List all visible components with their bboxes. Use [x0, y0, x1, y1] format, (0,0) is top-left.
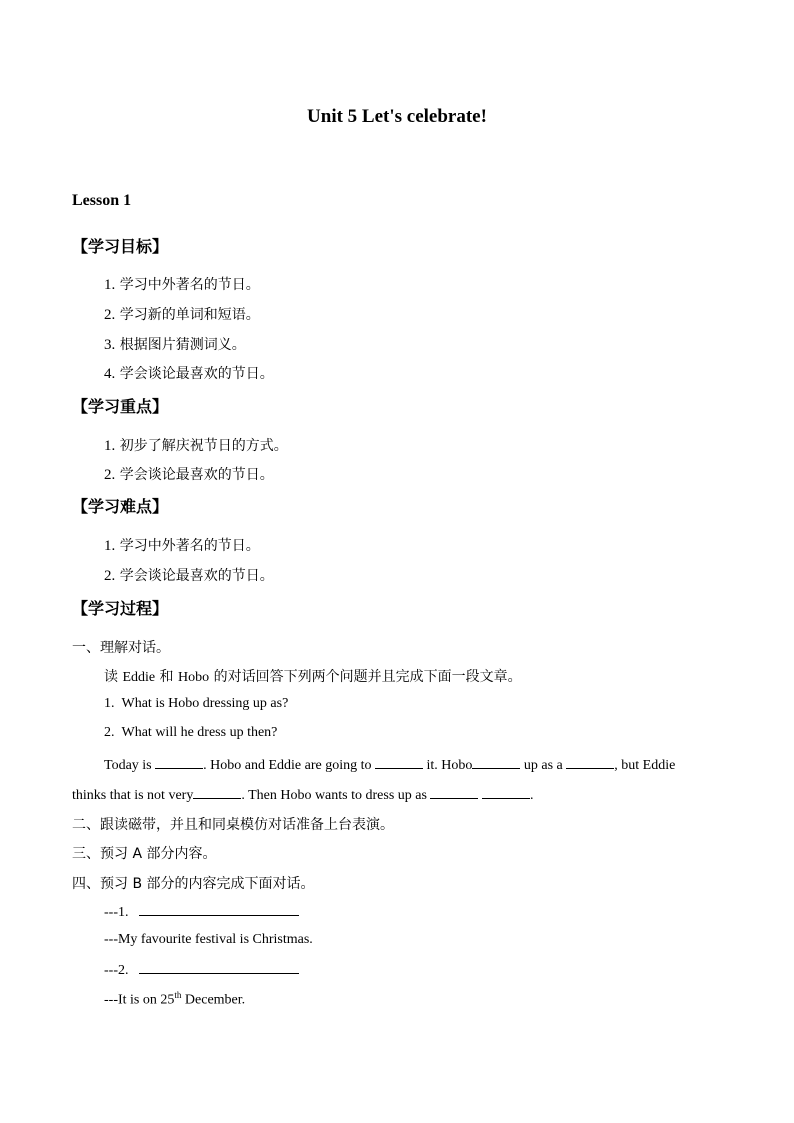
dialogue-question [104, 961, 299, 979]
goals-heading: 【学习目标】 [72, 237, 169, 256]
goal-num: 4. [104, 366, 116, 382]
goal-num: 1. [104, 277, 116, 293]
question-text: What is Hobo dressing up as? [121, 696, 289, 711]
goal-text: 根据图片猜测词义。 [119, 337, 246, 353]
dialogue-q2-label: ---2. [104, 963, 129, 978]
goal-item [104, 334, 246, 354]
difficulty-num: 2. [104, 568, 116, 584]
key-point-item [104, 464, 274, 484]
instruction-prefix: 读 [104, 669, 123, 685]
question-item [104, 696, 288, 712]
step-two: 二、跟读磁带，并且和同桌模仿对话准备上台表演。 [72, 817, 394, 833]
goal-item [104, 304, 260, 324]
difficulty-text: 学习中外著名的节日。 [119, 538, 260, 554]
dialogue-answer [104, 990, 245, 1009]
para-text: it. Hobo [426, 758, 473, 773]
para-text: . [529, 788, 534, 803]
key-point-num: 2. [104, 467, 116, 483]
step-one: 一、理解对话。 [72, 640, 170, 656]
fill-paragraph-line2 [72, 786, 533, 804]
answer-blank[interactable] [193, 786, 241, 799]
para-text: , but Eddie [614, 758, 676, 773]
instruction-suffix: 的对话回答下列两个问题并且完成下面一段文章。 [209, 669, 522, 685]
instruction-name-eddie: Eddie [122, 670, 156, 685]
step-four: 四、预习 B 部分的内容完成下面对话。 [72, 876, 315, 892]
dialogue-a2-pre: ---It is on 25 [104, 992, 175, 1008]
difficulty-item [104, 565, 274, 585]
key-point-num: 1. [104, 438, 116, 454]
key-point-text: 学会谈论最喜欢的节日。 [119, 467, 274, 483]
instruction-line [104, 666, 522, 686]
para-text: thinks that is not very [72, 788, 194, 803]
dialogue-question [104, 903, 299, 921]
goal-item [104, 363, 274, 383]
answer-blank[interactable] [482, 786, 530, 799]
question-num: 1. [104, 696, 115, 711]
key-point-item [104, 435, 288, 455]
difficulties-heading: 【学习难点】 [72, 497, 169, 516]
goal-num: 2. [104, 307, 116, 323]
dialogue-q1-label: ---1. [104, 905, 129, 920]
answer-blank[interactable] [155, 756, 203, 769]
step-three: 三、预习 A 部分内容。 [72, 846, 217, 862]
difficulty-item [104, 535, 260, 555]
goal-item [104, 274, 260, 294]
question-text: What will he dress up then? [121, 725, 278, 740]
difficulty-num: 1. [104, 538, 116, 554]
goal-num: 3. [104, 337, 116, 353]
page-title: Unit 5 Let's celebrate! [307, 106, 487, 127]
key-point-text: 初步了解庆祝节日的方式。 [119, 438, 288, 454]
fill-paragraph-line1 [104, 756, 720, 774]
dialogue-a2-post: December. [181, 992, 246, 1008]
para-text: Today is [104, 758, 152, 773]
para-text: up as a [523, 758, 563, 773]
answer-blank[interactable] [430, 786, 478, 799]
answer-blank[interactable] [472, 756, 520, 769]
instruction-name-hobo: Hobo [178, 670, 210, 685]
para-text: . Then Hobo wants to dress up as [241, 788, 427, 803]
answer-blank[interactable] [139, 903, 299, 916]
goal-text: 学习新的单词和短语。 [119, 307, 260, 323]
question-item [104, 725, 277, 741]
key-points-heading: 【学习重点】 [72, 397, 169, 416]
para-text: . Hobo and Eddie are going to [203, 758, 372, 773]
instruction-mid: 和 [155, 669, 179, 685]
answer-blank[interactable] [139, 961, 299, 974]
answer-blank[interactable] [566, 756, 614, 769]
goal-text: 学会谈论最喜欢的节日。 [119, 366, 274, 382]
dialogue-a2-sup: th [174, 990, 182, 1000]
goal-text: 学习中外著名的节日。 [119, 277, 260, 293]
lesson-label: Lesson 1 [72, 192, 132, 209]
answer-blank[interactable] [375, 756, 423, 769]
difficulty-text: 学会谈论最喜欢的节日。 [119, 568, 274, 584]
dialogue-answer: ---My favourite festival is Christmas. [104, 932, 313, 947]
question-num: 2. [104, 725, 115, 740]
process-heading: 【学习过程】 [72, 599, 169, 618]
